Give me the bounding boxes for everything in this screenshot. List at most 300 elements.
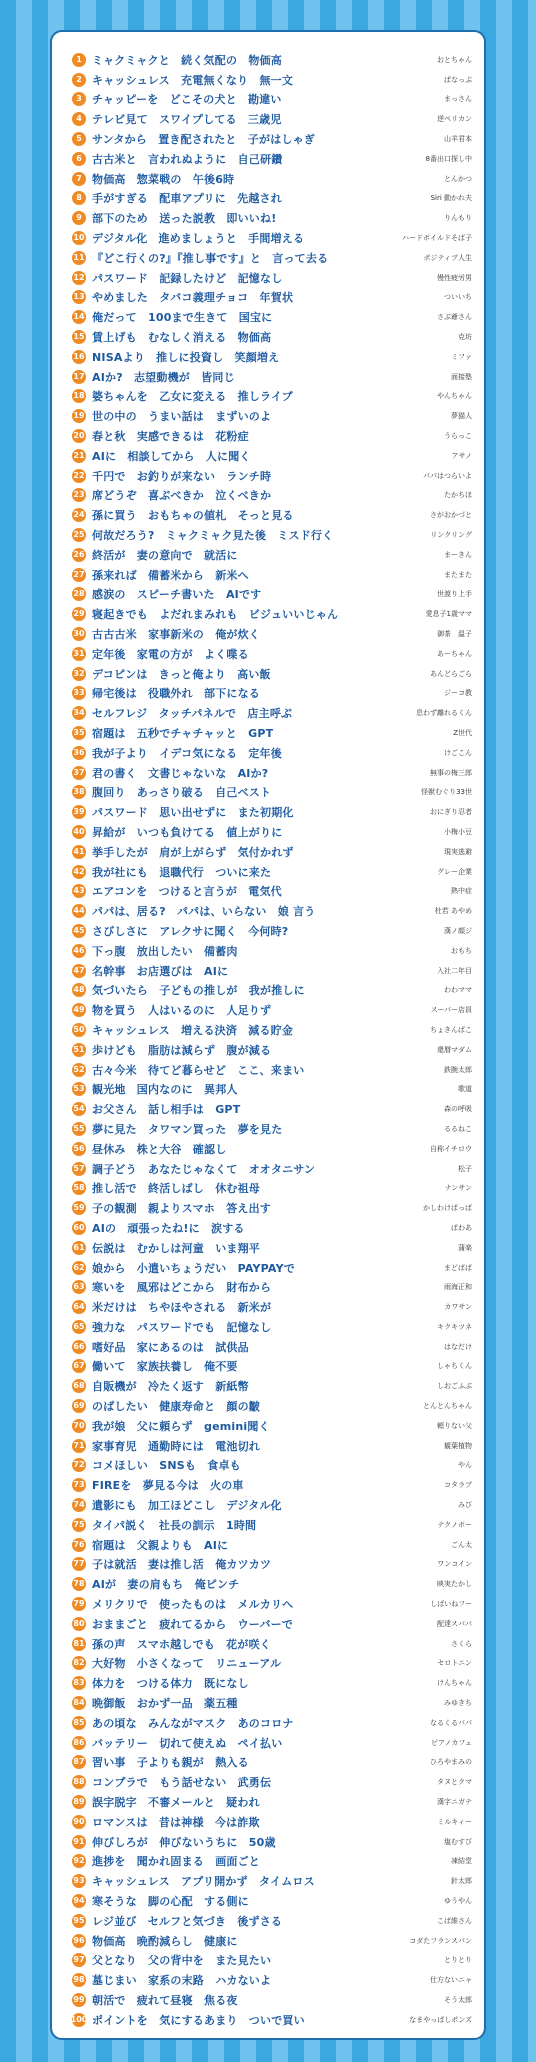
rank-badge: 31 (72, 647, 86, 661)
list-item (72, 862, 472, 882)
author-name: 針太郎 (451, 1877, 472, 1886)
list-item (72, 1020, 472, 1040)
list-item (72, 1218, 472, 1238)
list-item (72, 961, 472, 981)
rank-badge: 67 (72, 1359, 86, 1373)
author-name: 息わず離れるくん (416, 709, 472, 718)
rank-badge: 63 (72, 1280, 86, 1294)
senryu-text: パパは、居る? パパは、いらない 娘 言う (92, 905, 316, 919)
senryu-text: キャッシュレス 増える決済 減る貯金 (92, 1023, 294, 1037)
list-item (72, 1495, 472, 1515)
list-item (72, 901, 472, 921)
author-name: しおごふぶ (437, 1382, 472, 1391)
senryu-text: 孫来れば 備蓄米から 新米へ (92, 568, 249, 582)
author-name: まどぱぱ (444, 1263, 472, 1272)
author-name: うらっこ (444, 432, 472, 441)
author-name: ワンコイン (437, 1560, 472, 1569)
list-item (72, 406, 472, 426)
author-name: なるくるパパ (430, 1718, 472, 1727)
senryu-text: キャッシュレス アプリ開かず タイムロス (92, 1875, 315, 1889)
rank-badge: 28 (72, 587, 86, 601)
senryu-text: 君の書く 文書じゃないな AIか? (92, 766, 269, 780)
rank-badge: 10 (72, 231, 86, 245)
rank-badge: 7 (72, 172, 86, 186)
senryu-text: 観光地 国内なのに 異邦人 (92, 1083, 238, 1097)
senryu-text: 夢に見た タワマン買った 夢を見た (92, 1122, 283, 1136)
rank-badge: 38 (72, 785, 86, 799)
list-item (72, 1852, 472, 1872)
author-name: 配達スパパ (437, 1619, 472, 1628)
list-item (72, 307, 472, 327)
senryu-text: やめました タバコ義理チョコ 年賀状 (92, 291, 294, 305)
rank-badge: 66 (72, 1340, 86, 1354)
rank-badge: 65 (72, 1320, 86, 1334)
list-item (72, 1693, 472, 1713)
author-name: 歌道 (458, 1085, 472, 1094)
author-name: けんちゃん (437, 1679, 472, 1688)
rank-badge: 34 (72, 706, 86, 720)
author-name: 蒲楽 (458, 1243, 472, 1252)
senryu-text: ロマンスは 昔は神様 今は詐欺 (92, 1815, 260, 1829)
senryu-text: 下っ腹 放出したい 備蓄肉 (92, 944, 238, 958)
list-item (72, 802, 472, 822)
senryu-text: さびしさに アレクサに聞く 今何時? (92, 924, 289, 938)
list-item (72, 1792, 472, 1812)
rank-badge: 17 (72, 370, 86, 384)
list-item (72, 1139, 472, 1159)
senryu-text: 席どうぞ 喜ぶべきか 泣くべきか (92, 489, 272, 503)
rank-badge: 33 (72, 686, 86, 700)
author-name: ハードボイルドそば子 (402, 234, 472, 243)
list-item (72, 1891, 472, 1911)
senryu-text: 定年後 家電の方が よく喋る (92, 647, 249, 661)
rank-badge: 88 (72, 1775, 86, 1789)
rank-badge: 51 (72, 1043, 86, 1057)
list-item (72, 1812, 472, 1832)
rank-badge: 78 (72, 1577, 86, 1591)
senryu-text: 気づいたら 子どもの推しが 我が推しに (92, 984, 305, 998)
rank-badge: 20 (72, 429, 86, 443)
author-name: そう太郎 (444, 1995, 472, 2004)
rank-badge: 56 (72, 1142, 86, 1156)
senryu-text: 我が子より イデコ気になる 定年後 (92, 746, 282, 760)
list-item (72, 2010, 472, 2030)
author-name: ミルキィー (437, 1817, 472, 1826)
senryu-text: あの頃な みんながマスク あのコロナ (92, 1716, 294, 1730)
author-name: 8番出口探し中 (425, 154, 472, 163)
senryu-text: おままごと 疲れてるから ウーバーで (92, 1617, 294, 1631)
rank-badge: 15 (72, 330, 86, 344)
senryu-text: 朝活で 疲れて昼寝 焦る夜 (92, 1993, 238, 2007)
author-name: テクノボー (437, 1520, 472, 1529)
senryu-text: 寝起きでも よだれまみれも ビジュいいじゃん (92, 608, 339, 622)
senryu-text: タイパ説く 社長の訓示 1時間 (92, 1518, 257, 1532)
list-item (72, 1515, 472, 1535)
list-item (72, 644, 472, 664)
author-name: 森の呼吸 (444, 1105, 472, 1114)
list-item (72, 545, 472, 565)
list-item (72, 1555, 472, 1575)
author-name: とりとり (444, 1956, 472, 1965)
list-item (72, 1772, 472, 1792)
rank-badge: 26 (72, 548, 86, 562)
rank-badge: 25 (72, 528, 86, 542)
rank-badge: 48 (72, 983, 86, 997)
list-item (72, 1475, 472, 1495)
list-item (72, 842, 472, 862)
list-item (72, 1000, 472, 1020)
list-item (72, 426, 472, 446)
senryu-text: 嗜好品 家にあるのは 試供品 (92, 1340, 249, 1354)
rank-badge: 59 (72, 1201, 86, 1215)
list-item (72, 1594, 472, 1614)
list-item (72, 1060, 472, 1080)
rank-badge: 32 (72, 667, 86, 681)
author-name: コダたフランスパン (409, 1936, 472, 1945)
author-name: あんどらごら (430, 669, 472, 678)
list-item (72, 1178, 472, 1198)
author-name: 仕方ないニャ (430, 1976, 472, 1985)
list-item (72, 268, 472, 288)
rank-badge: 24 (72, 508, 86, 522)
author-name: ぱなっぷ (444, 75, 472, 84)
author-name: キクキツネ (437, 1322, 472, 1331)
rank-badge: 50 (72, 1023, 86, 1037)
senryu-text: 寒いを 風邪はどこから 財布から (92, 1281, 272, 1295)
list-item (72, 1931, 472, 1951)
rank-badge: 79 (72, 1597, 86, 1611)
senryu-text: 子は就活 妻は推し活 俺カツカツ (92, 1558, 272, 1572)
list-item (72, 1990, 472, 2010)
author-name: 雨海正和 (444, 1283, 472, 1292)
senryu-text: 春と秋 実感できるは 花粉症 (92, 430, 249, 444)
rank-badge: 100 (72, 2013, 86, 2027)
list-item (72, 1277, 472, 1297)
senryu-text: 古古古米 家事新米の 俺が炊く (92, 628, 260, 641)
author-name: るるねこ (444, 1124, 472, 1133)
rank-badge: 46 (72, 944, 86, 958)
senryu-text: 宿題は 五秒でチャチャッと GPT (92, 726, 274, 740)
senryu-text: 孫の声 スマホ越しでも 花が咲く (92, 1637, 271, 1651)
senryu-text: 強力な パスワードでも 記憶なし (92, 1320, 272, 1334)
list-item (72, 1911, 472, 1931)
rank-badge: 45 (72, 924, 86, 938)
rank-badge: 91 (72, 1835, 86, 1849)
senryu-text: お父さん 話し相手は GPT (92, 1103, 241, 1117)
list-item (72, 604, 472, 624)
author-name: アサノ (451, 451, 472, 460)
author-name: おにぎり忍者 (430, 808, 472, 817)
senryu-text: コメほしい SNSも 食卓も (92, 1459, 241, 1473)
author-name: 凍結堂 (451, 1857, 472, 1866)
list-item (72, 664, 472, 684)
senryu-text: 我が娘 父に頼らず gemini聞く (92, 1419, 270, 1433)
senryu-text: キャッシュレス 充電無くなり 無一文 (92, 73, 294, 87)
list-item (72, 1673, 472, 1693)
rank-badge: 27 (72, 568, 86, 582)
senryu-text: 感涙の スピーチ書いた AIです (92, 588, 262, 602)
author-name: ゆうやん (444, 1897, 472, 1905)
author-name: タヌとクマ (437, 1778, 472, 1787)
rank-badge: 37 (72, 766, 86, 780)
list-item (72, 743, 472, 763)
author-name: 映実たかし (437, 1580, 472, 1589)
senryu-text: 腹回り あっさり破る 自己ベスト (92, 786, 272, 800)
rank-badge: 42 (72, 865, 86, 879)
senryu-text: 物価高 晩酌減らし 健康に (92, 1934, 238, 1948)
list-item (72, 822, 472, 842)
list-item (72, 70, 472, 90)
author-name: スーパー店員 (430, 1006, 472, 1015)
rank-badge: 23 (72, 488, 86, 502)
author-name: さがおかづと (430, 511, 472, 520)
list-item (72, 327, 472, 347)
list-item (72, 1733, 472, 1753)
rank-badge: 41 (72, 845, 86, 859)
author-name: ひろやまみの (430, 1758, 472, 1767)
author-name: 観葉植物 (444, 1441, 472, 1450)
rank-badge: 30 (72, 627, 86, 641)
author-name: とんとんちゃん (423, 1402, 472, 1411)
senryu-text: 賃上げも むなしく消える 物価高 (92, 331, 272, 345)
senryu-text: 体力を つける体力 既になし (92, 1677, 249, 1691)
author-name: ついいち (444, 293, 472, 302)
author-name: たかちほ (444, 491, 472, 500)
senryu-text: 伝説は むかしは河童 いま翔平 (92, 1241, 260, 1255)
senryu-text: 我が社にも 退職代行 ついに来た (92, 865, 272, 879)
author-name: 熱中症 (451, 887, 472, 896)
list-item (72, 347, 472, 367)
rank-badge: 5 (72, 132, 86, 146)
rank-badge: 4 (72, 112, 86, 126)
author-name: ピアノカフェ (430, 1738, 472, 1747)
senryu-text: 子の観測 親よりスマホ 答え出す (92, 1202, 271, 1216)
list-item (72, 1970, 472, 1990)
author-name: 還暦マダム (437, 1045, 472, 1054)
rank-badge: 86 (72, 1736, 86, 1750)
list-item (72, 1535, 472, 1555)
rank-badge: 92 (72, 1854, 86, 1868)
senryu-text: 働いて 家族扶養し 俺不要 (92, 1360, 238, 1374)
senryu-text: FIREを 夢見る今は 火の車 (92, 1479, 244, 1493)
author-name: ナンサン (444, 1184, 472, 1193)
author-name: 夢猫人 (451, 412, 472, 421)
senryu-text: ポイントを 気にするあまり ついで買い (92, 2013, 305, 2027)
rank-badge: 80 (72, 1617, 86, 1631)
rank-badge: 57 (72, 1162, 86, 1176)
list-item (72, 782, 472, 802)
author-name: 小梅小豆 (444, 827, 472, 836)
author-name: 克坊 (458, 333, 472, 342)
rank-badge: 9 (72, 211, 86, 225)
author-name: 漢字ニガテ (437, 1798, 472, 1807)
author-name: けごこん (444, 748, 472, 757)
author-name: 面接塾 (451, 372, 472, 381)
list-item (72, 1634, 472, 1654)
senryu-text: セルフレジ タッチパネルで 店主呼ぶ (92, 707, 293, 721)
senryu-text: 『どこ行くの?』『推し事です』と 言って去る (92, 251, 329, 265)
rank-badge: 60 (72, 1221, 86, 1235)
rank-badge: 75 (72, 1518, 86, 1532)
list-item (72, 486, 472, 506)
rank-badge: 62 (72, 1261, 86, 1275)
author-name: わわママ (444, 986, 472, 995)
rank-badge: 39 (72, 805, 86, 819)
senryu-text: 帰宅後は 役職外れ 部下になる (92, 687, 260, 701)
author-name: カワサン (444, 1303, 472, 1312)
senryu-text: 古古米と 言われぬように 自己研鑽 (92, 152, 283, 166)
list-item (72, 446, 472, 466)
author-name: みゆきち (444, 1699, 472, 1708)
list-item (72, 1079, 472, 1099)
author-name: 現実逃避 (444, 847, 472, 856)
rank-badge: 76 (72, 1538, 86, 1552)
list-item (72, 466, 472, 486)
author-name: さくら (451, 1639, 472, 1648)
rank-badge: 93 (72, 1874, 86, 1888)
author-name: とんかつ (444, 174, 472, 183)
list-item (72, 941, 472, 961)
senryu-text: 大好物 小さくなって リニューアル (92, 1657, 282, 1671)
list-item (72, 228, 472, 248)
list-item (72, 169, 472, 189)
author-name: こば維さん (437, 1916, 472, 1925)
author-name: やんちゃん (437, 392, 472, 401)
rank-badge: 85 (72, 1716, 86, 1730)
list-item (72, 921, 472, 941)
rank-badge: 6 (72, 152, 86, 166)
senryu-text: 昼休み 株と大谷 確認し (92, 1142, 227, 1156)
author-name: はなだけ (444, 1342, 472, 1351)
rank-badge: 47 (72, 964, 86, 978)
senryu-text: レジ並び セルフと気づき 後ずさる (92, 1914, 283, 1928)
list-item (72, 1357, 472, 1377)
senryu-text: AIが 妻の肩もち 俺ピンチ (92, 1578, 240, 1592)
list-item (72, 90, 472, 110)
author-name: 鉄腕太郎 (444, 1065, 472, 1074)
list-item (72, 248, 472, 268)
senryu-text: 挙手したが 肩が上がらず 気付かれず (92, 845, 294, 859)
rank-badge: 96 (72, 1934, 86, 1948)
list-item (72, 288, 472, 308)
author-name: またまた (444, 570, 472, 579)
list-item (72, 109, 472, 129)
list-item (72, 881, 472, 901)
senryu-text: コンプラで もう話せない 武勇伝 (92, 1776, 272, 1790)
senryu-text: AIの 頑張ったね!に 涙する (92, 1221, 245, 1235)
author-name: リンクリング (430, 531, 472, 540)
list-item (72, 387, 472, 407)
rank-badge: 74 (72, 1498, 86, 1512)
author-name: ちょきんばこ (430, 1025, 472, 1034)
rank-badge: 69 (72, 1399, 86, 1413)
author-name: Z世代 (453, 728, 472, 737)
author-name: 御茶 温子 (437, 630, 472, 638)
rank-badge: 40 (72, 825, 86, 839)
list-item (72, 149, 472, 169)
rank-badge: 43 (72, 884, 86, 898)
rank-badge: 87 (72, 1755, 86, 1769)
rank-badge: 98 (72, 1973, 86, 1987)
senryu-text: 父となり 父の背中を また見たい (92, 1954, 272, 1968)
senryu-text: 終活が 妻の意向で 就活に (92, 548, 238, 562)
list-item (72, 1654, 472, 1674)
senryu-text: 孫に買う おもちゃの値札 そっと見る (92, 509, 294, 523)
senryu-text: パスワード 思い出せずに また初期化 (92, 806, 294, 820)
senryu-text: 墓じまい 家系の末路 ハカないよ (92, 1974, 272, 1988)
rank-badge: 14 (72, 310, 86, 324)
author-name: しゃちくん (437, 1362, 472, 1371)
list-item (72, 1614, 472, 1634)
author-name: りんもり (444, 214, 472, 223)
senryu-text: メリクリで 使ったものは メルカリへ (92, 1598, 294, 1612)
senryu-text: 娘から 小遣いちょうだい PAYPAYで (92, 1261, 295, 1275)
list-item (72, 1337, 472, 1357)
author-name: コタラブ (444, 1481, 472, 1490)
senryu-text: 晩御飯 おかず一品 薬五種 (92, 1697, 238, 1711)
senryu-text: 俺だって 100まで生きて 国宝に (92, 311, 273, 325)
senryu-text: サンタから 置き配されたと 子がはしゃぎ (92, 133, 316, 147)
senryu-text: 名幹事 お店選びは AIに (92, 964, 229, 978)
rank-badge: 16 (72, 350, 86, 364)
author-name: 頼りない父 (437, 1421, 472, 1430)
author-name: 漢ノ顔ジ (444, 926, 472, 935)
senryu-text: 手がすぎる 配車アプリに 先越され (92, 192, 282, 206)
rank-badge: 18 (72, 389, 86, 403)
list-item (72, 1753, 472, 1773)
senryu-text: 推し活で 終活しばし 休む祖母 (92, 1182, 260, 1196)
list-item (72, 763, 472, 783)
author-name: 無事の梅三郎 (430, 768, 472, 777)
list-item (72, 585, 472, 605)
author-name: ミファ (451, 352, 472, 361)
author-name: 愛息子1歳ママ (425, 610, 472, 619)
author-name: まっさん (444, 95, 472, 104)
rank-badge: 35 (72, 726, 86, 740)
rank-badge: 54 (72, 1102, 86, 1116)
senryu-text: 部下のため 送った説教 即いいね! (92, 212, 277, 226)
senryu-text: 物を買う 人はいるのに 人足りず (92, 1004, 272, 1018)
list-item (72, 1119, 472, 1139)
senryu-text: 何故だろう? ミャクミャク見た後 ミスド行く (92, 529, 334, 543)
rank-badge: 36 (72, 746, 86, 760)
senryu-text: 千円で お釣りが来ない ランチ時 (92, 469, 272, 483)
author-name: まーきん (444, 550, 472, 559)
senryu-text: 世の中の うまい話は まずいのよ (92, 410, 272, 424)
senryu-text: AIか? 志望動機が 皆同じ (92, 370, 235, 384)
rank-badge: 64 (72, 1300, 86, 1314)
rank-badge: 73 (72, 1478, 86, 1492)
list-item (72, 1198, 472, 1218)
senryu-text: 寒そうな 脚の心配 する側に (92, 1895, 249, 1908)
rank-badge: 70 (72, 1419, 86, 1433)
list-item (72, 1040, 472, 1060)
rank-badge: 1 (72, 53, 86, 67)
senryu-text: 米だけは ちやほやされる 新米が (92, 1301, 272, 1315)
senryu-text: 習い事 子よりも親が 熱入る (92, 1756, 249, 1770)
rank-badge: 77 (72, 1557, 86, 1571)
senryu-text: デコピンは きっと俺より 高い飯 (92, 667, 271, 681)
list-item (72, 980, 472, 1000)
list-item (72, 1574, 472, 1594)
senryu-text: 誤字脱字 不審メールと 疑われ (92, 1796, 260, 1810)
rank-badge: 99 (72, 1993, 86, 2007)
rank-badge: 22 (72, 469, 86, 483)
senryu-text: 進捗を 聞かれ固まる 画面ごと (92, 1855, 260, 1869)
senryu-text: 調子どう あなたじゃなくて オオタニサン (92, 1162, 316, 1176)
senryu-text: 歩けども 脂肪は減らず 腹が減る (92, 1043, 272, 1057)
list-item (72, 624, 472, 644)
